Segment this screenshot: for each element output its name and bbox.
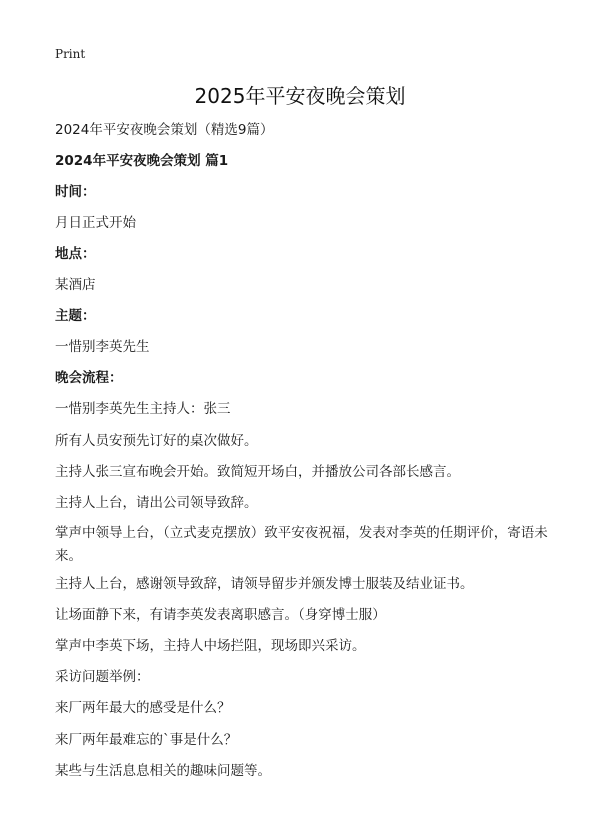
time-value: 月日正式开始 bbox=[55, 215, 136, 231]
paragraph-seating: 所有人员安预先订好的桌次做好。 bbox=[55, 433, 258, 449]
print-link[interactable]: Print bbox=[55, 47, 86, 61]
paragraph-opening: 主持人张三宣布晚会开始。致简短开场白，并播放公司各部长感言。 bbox=[55, 464, 460, 480]
time-label: 时间： bbox=[55, 184, 96, 200]
theme-label: 主题： bbox=[55, 308, 96, 324]
paragraph-question-3: 某些与生活息息相关的趣味问题等。 bbox=[55, 763, 271, 779]
paragraph-questions-label: 采访问题举例： bbox=[55, 669, 150, 685]
section-heading: 2024年平安夜晚会策划 篇1 bbox=[55, 153, 229, 169]
place-label: 地点： bbox=[55, 246, 96, 262]
paragraph-leader-speech: 掌声中领导上台，（立式麦克摆放）致平安夜祝福，发表对李英的任期评价，寄语未来。 bbox=[55, 525, 548, 564]
paragraph-farewell: 让场面静下来，有请李英发表离职感言。（身穿博士服） bbox=[55, 607, 386, 623]
document-subtitle: 2024年平安夜晚会策划（精选9篇） bbox=[55, 122, 274, 138]
page-title: 2025年平安夜晚会策划 bbox=[194, 84, 406, 108]
paragraph-leader-invite: 主持人上台，请出公司领导致辞。 bbox=[55, 495, 258, 511]
theme-value: 一惜别李英先生 bbox=[55, 339, 150, 355]
flow-label: 晚会流程： bbox=[55, 370, 123, 386]
paragraph-certificate: 主持人上台，感谢领导致辞，请领导留步并颁发博士服装及结业证书。 bbox=[55, 576, 474, 592]
paragraph-host: 一惜别李英先生主持人：张三 bbox=[55, 401, 231, 417]
place-value: 某酒店 bbox=[55, 277, 96, 293]
paragraph-question-1: 来厂两年最大的感受是什么？ bbox=[55, 700, 231, 716]
paragraph-interview: 掌声中李英下场，主持人中场拦阻，现场即兴采访。 bbox=[55, 638, 366, 654]
paragraph-question-2: 来厂两年最难忘的`事是什么？ bbox=[55, 732, 238, 748]
